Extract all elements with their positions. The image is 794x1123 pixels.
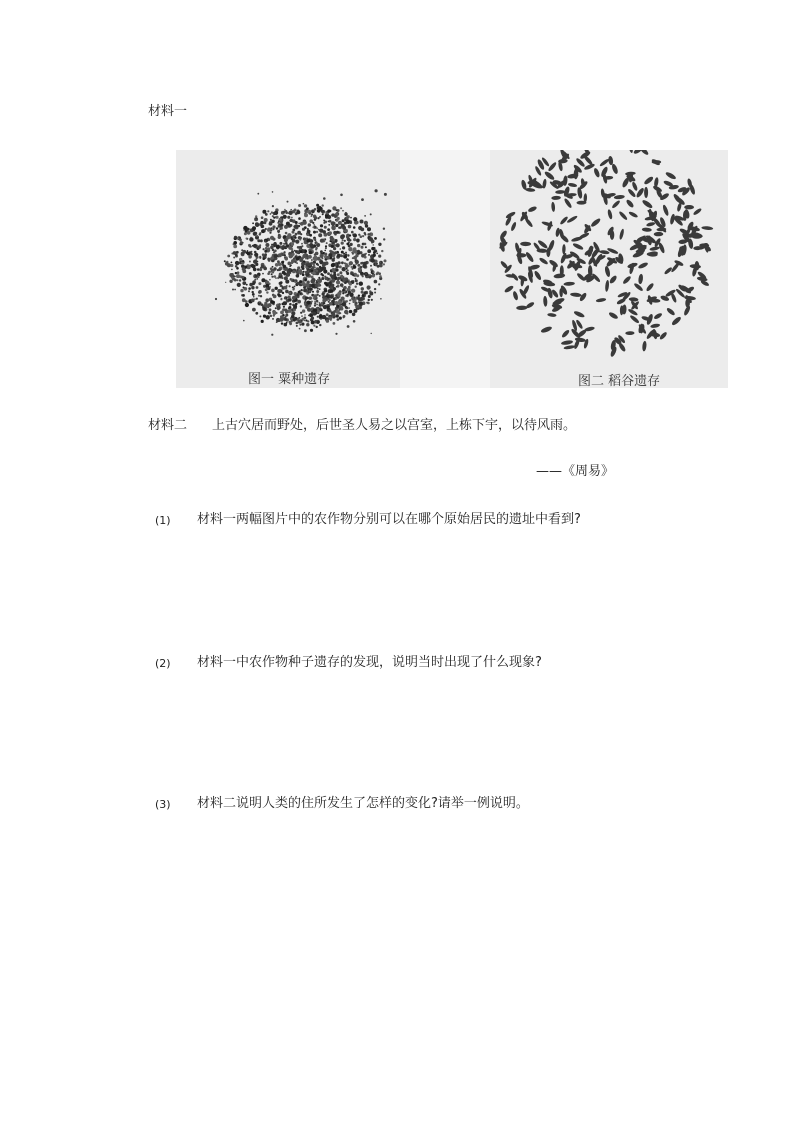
figure-millet-photo	[176, 150, 400, 388]
figure-1-caption: 图一 粟种遗存	[248, 372, 331, 387]
rice-grain-circle	[490, 150, 728, 388]
question-1-text: 材料一两幅图片中的农作物分别可以在哪个原始居民的遗址中看到?	[197, 512, 581, 527]
material2-source: ——《周易》	[536, 464, 615, 479]
scan-gap	[400, 150, 490, 388]
question-2-text: 材料一中农作物种子遗存的发现，说明当时出现了什么现象?	[197, 655, 542, 670]
question-3-text: 材料二说明人类的住所发生了怎样的变化?请举一例说明。	[197, 796, 529, 811]
millet-seed-pile	[176, 150, 400, 388]
question-1-number: (1)	[155, 514, 171, 527]
material1-label: 材料一	[148, 104, 188, 119]
material2-text: 上古穴居而野处，后世圣人易之以宫室，上栋下宇，以待风雨。	[212, 418, 577, 433]
question-3-number: (3)	[155, 798, 171, 811]
question-2-number: (2)	[155, 657, 171, 670]
figure-rice-photo	[490, 150, 728, 388]
figure-2-caption: 图二 稻谷遗存	[578, 374, 661, 388]
material2-label: 材料二	[148, 418, 188, 433]
